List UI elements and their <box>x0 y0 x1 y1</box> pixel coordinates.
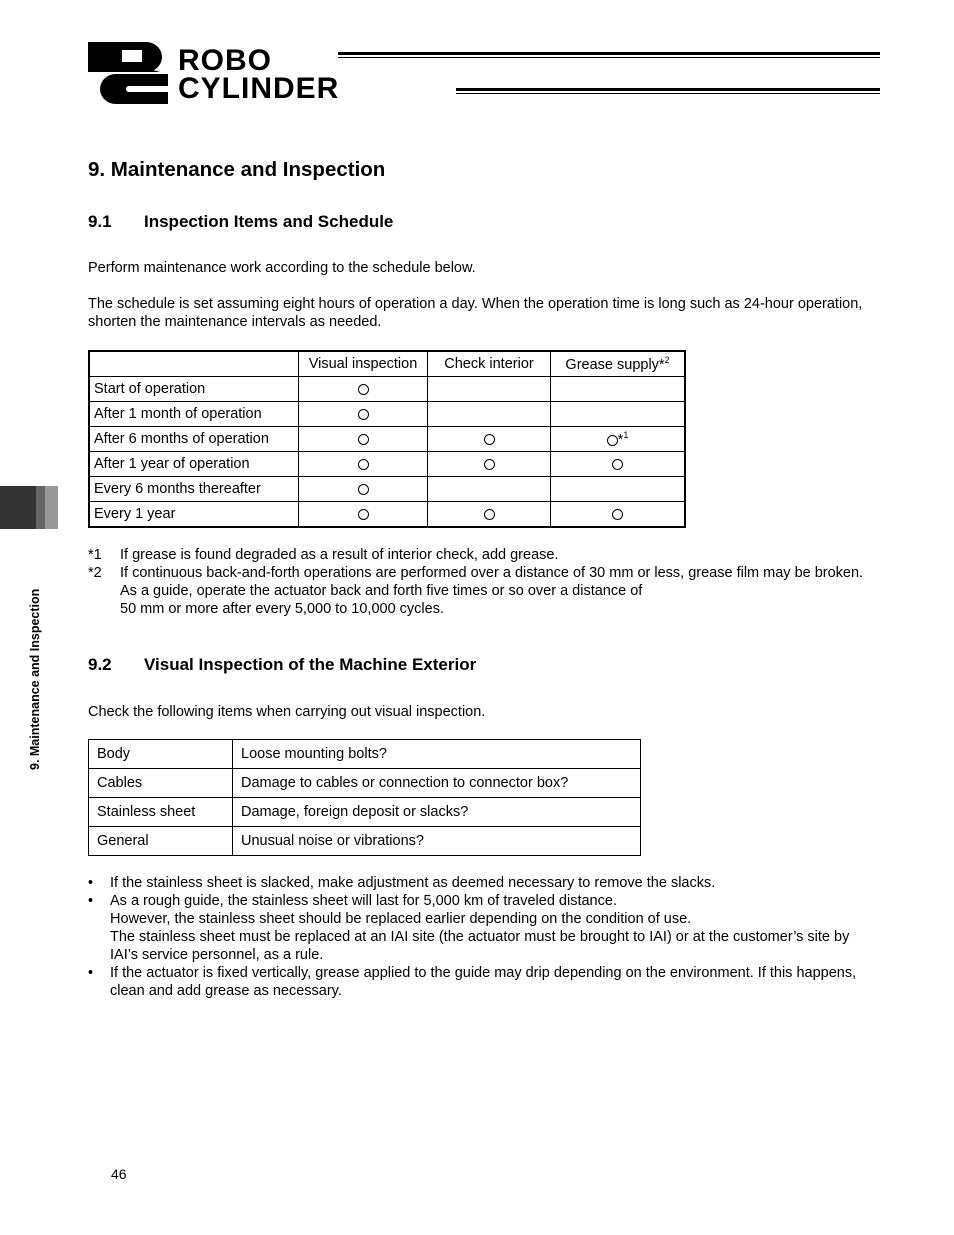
check-circle-icon <box>358 409 369 420</box>
side-chapter-label: 9. Maintenance and Inspection <box>28 588 42 770</box>
check-cell <box>551 502 686 528</box>
inspection-check: Damage to cables or connection to connector box? <box>233 769 641 798</box>
list-item <box>88 874 878 892</box>
check-cell <box>428 402 551 427</box>
check-circle-icon <box>484 459 495 470</box>
inspection-item: General <box>89 827 233 856</box>
check-cell <box>299 402 428 427</box>
inspection-schedule-table <box>88 350 686 528</box>
check-cell <box>299 427 428 452</box>
row-label: Every 6 months thereafter <box>89 477 299 502</box>
check-circle-icon <box>358 484 369 495</box>
page-number: 46 <box>111 1166 127 1182</box>
header-cell: Check interior <box>428 351 551 377</box>
check-cell <box>299 477 428 502</box>
inspection-check: Loose mounting bolts? <box>233 740 641 769</box>
check-cell <box>299 502 428 528</box>
footnote: *1 If grease is found degraded as a result of interior check, add grease. <box>88 547 559 563</box>
section-9-1-heading <box>88 212 393 232</box>
inspection-item: Stainless sheet <box>89 798 233 827</box>
inspection-item: Body <box>89 740 233 769</box>
table-row <box>89 452 685 477</box>
table-row <box>89 377 685 402</box>
check-cell <box>428 477 551 502</box>
bullet-icon: • <box>88 965 94 981</box>
check-cell <box>551 427 686 452</box>
footnote: *2 If continuous back-and-forth operations are performed over a distance of 30 mm or less, grease film may be broken. As a guide, operate the actuator back and forth five times or so over a distance of 50 mm or more after every 5,000 to 10,000 cycles. <box>88 565 864 617</box>
check-cell <box>428 427 551 452</box>
bullet-list <box>88 874 878 1000</box>
table-row <box>89 769 641 798</box>
grease-note: * <box>617 431 624 448</box>
check-cell <box>299 452 428 477</box>
row-label: Start of operation <box>89 377 299 402</box>
bullet-text: As a rough guide, the stainless sheet will last for 5,000 km of traveled distance. <box>110 893 617 909</box>
check-circle-icon <box>358 434 369 445</box>
table-row <box>89 427 685 452</box>
check-circle-icon <box>612 509 623 520</box>
check-circle-icon <box>612 459 623 470</box>
check-circle-icon <box>607 435 618 446</box>
section-title: Inspection Items and Schedule <box>144 212 394 231</box>
list-item <box>88 964 878 1000</box>
check-circle-icon <box>358 459 369 470</box>
footnotes <box>88 546 878 618</box>
check-cell <box>551 402 686 427</box>
header-cell: Visual inspection <box>299 351 428 377</box>
inspection-check: Damage, foreign deposit or slacks? <box>233 798 641 827</box>
intro-paragraph: Perform maintenance work according to the schedule below. <box>88 260 476 276</box>
bullet-text: The stainless sheet must be replaced at an IAI site (the actuator must be brought to IAI) or at the customer’s site by IAI’s service personnel, as a rule. <box>110 929 850 963</box>
schedule-paragraph: The schedule is set assuming eight hours of operation a day. When the operation time is long such as 24-hour operation, shorten the maintenance intervals as needed. <box>88 296 863 330</box>
row-label: After 1 month of operation <box>89 402 299 427</box>
table-header-row <box>89 351 685 377</box>
visual-intro-paragraph: Check the following items when carrying out visual inspection. <box>88 704 486 720</box>
check-cell <box>428 452 551 477</box>
check-cell <box>551 477 686 502</box>
row-label: Every 1 year <box>89 502 299 528</box>
header-cell <box>89 351 299 377</box>
logo-line1: ROBO <box>178 44 272 77</box>
table-row <box>89 402 685 427</box>
logo-rule-bottom <box>456 88 880 94</box>
logo-rule-top <box>338 52 880 58</box>
row-label: After 6 months of operation <box>89 427 299 452</box>
section-9-2-heading <box>88 655 476 675</box>
bullet-text: If the actuator is fixed vertically, grease applied to the guide may drip depending on the environment. If this happens, clean and add grease as necessary. <box>110 965 857 999</box>
bullet-icon: • <box>88 893 94 909</box>
check-cell <box>428 502 551 528</box>
bullet-text: If the stainless sheet is slacked, make adjustment as deemed necessary to remove the slacks. <box>110 875 716 891</box>
visual-inspection-table <box>88 739 641 856</box>
section-number: 9.1 <box>88 212 112 231</box>
check-circle-icon <box>358 509 369 520</box>
check-cell <box>428 377 551 402</box>
grease-note-sup: 1 <box>623 430 629 441</box>
logo-line2: CYLINDER <box>178 72 340 105</box>
table-row <box>89 477 685 502</box>
chapter-side-tab <box>0 486 58 529</box>
section-title: Visual Inspection of the Machine Exterior <box>144 655 477 674</box>
check-cell <box>551 377 686 402</box>
table-row <box>89 502 685 528</box>
table-row <box>89 827 641 856</box>
list-item <box>88 892 878 964</box>
table-row <box>89 798 641 827</box>
check-cell <box>299 377 428 402</box>
bullet-icon: • <box>88 875 94 891</box>
robo-cylinder-logo <box>88 40 888 106</box>
header-cell: Grease supply*$^2$ <box>551 351 686 377</box>
inspection-item: Cables <box>89 769 233 798</box>
check-circle-icon <box>484 509 495 520</box>
rc-logo-icon <box>88 42 168 104</box>
chapter-title: 9. Maintenance and Inspection <box>88 158 386 181</box>
check-circle-icon <box>484 434 495 445</box>
row-label: After 1 year of operation <box>89 452 299 477</box>
inspection-check: Unusual noise or vibrations? <box>233 827 641 856</box>
table-row <box>89 740 641 769</box>
check-circle-icon <box>358 384 369 395</box>
bullet-text: However, the stainless sheet should be replaced earlier depending on the condition of use. <box>110 911 692 927</box>
section-number: 9.2 <box>88 655 112 674</box>
check-cell <box>551 452 686 477</box>
